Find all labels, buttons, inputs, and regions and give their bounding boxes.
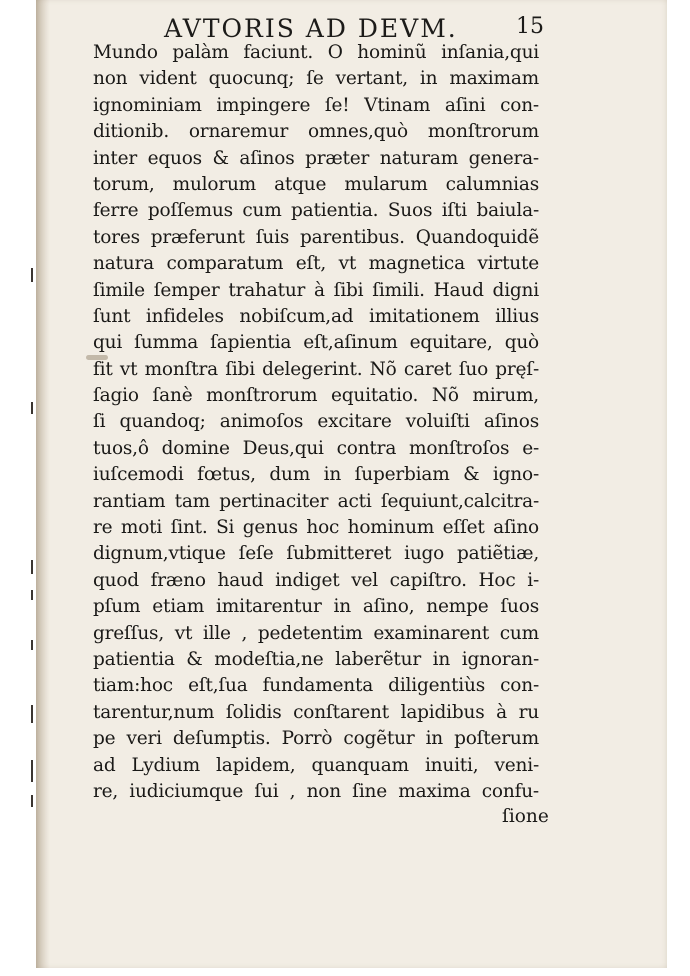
page-edge-mark [31, 560, 33, 574]
text-line: pe veri deſumptis. Porrò cogẽtur in poſterum [93, 728, 539, 750]
text-line: Mundo palàm faciunt. O hominũ inſania,qui [93, 42, 539, 63]
text-line: tiam:hoc eſt,ſua fundamenta diligentiùs con- [93, 675, 539, 697]
running-head: AVTORIS AD DEVM. [164, 14, 458, 43]
text-line: torum, mulorum atque mularum calumnias [93, 173, 539, 195]
text-line: inter equos & aſinos præter naturam genera- [93, 147, 539, 169]
text-line: greſſus, vt ille , pedetentim examinarent cum [93, 622, 539, 644]
text-line: ſi quandoq; animoſos excitare voluiſti aſinos [93, 411, 539, 433]
catchword: ſione [502, 806, 549, 827]
text-line: dignum,vtique ſeſe ſubmitteret iugo patiẽtiæ, [93, 543, 539, 565]
page-number: 15 [516, 14, 544, 39]
gutter-shadow [36, 0, 50, 968]
text-line: ad Lydium lapidem, quanquam inuiti, veni- [93, 754, 539, 776]
paper-stain [86, 355, 108, 360]
text-line: natura comparatum eſt, vt magnetica virtute [93, 253, 539, 275]
page-edge-mark [31, 640, 33, 650]
text-line: ſunt infideles nobiſcum,ad imitationem illius [93, 305, 539, 327]
page-edge-mark [31, 590, 33, 600]
text-line: qui ſumma ſapientia eſt,aſinum equitare, quò [93, 332, 539, 354]
text-line: tuos,ô domine Deus,qui contra monſtroſos e- [93, 437, 539, 459]
page-edge-mark [31, 402, 33, 414]
text-line: ditionib. ornaremur omnes,quò monſtrorum [93, 121, 539, 143]
page-edge-mark [31, 795, 33, 807]
text-line: ferre poſſemus cum patientia. Suos iſti baiula- [93, 200, 539, 222]
body-text [93, 40, 539, 805]
text-line: iuſcemodi fœtus, dum in ſuperbiam & igno- [93, 464, 539, 486]
text-line: quod fræno haud indiget vel capiſtro. Hoc i- [93, 569, 539, 591]
page-edge-mark [31, 268, 33, 282]
text-line: re moti ſint. Si genus hoc hominum eſſet aſino [93, 517, 539, 539]
text-line: re, iudiciumque ſui , non ſine maxima confu- [93, 780, 539, 802]
text-line: non vident quocunq; ſe vertant, in maximam [93, 68, 539, 90]
text-line: ſimile ſemper trahatur à ſibi ſimili. Haud digni [93, 279, 539, 301]
page-edge-mark [31, 705, 33, 723]
text-line: ignominiam impingere ſe! Vtinam aſini con- [93, 94, 539, 116]
text-line: patientia & modeſtia,ne laberẽtur in ignoran- [93, 648, 539, 670]
text-line: tores præferunt ſuis parentibus. Quandoquidẽ [93, 226, 539, 248]
text-line: fit vt monſtra ſibi delegerint. Nõ caret ſuo pręſ- [93, 358, 539, 380]
text-line: rantiam tam pertinaciter acti ſequiunt,calcitra- [93, 490, 539, 512]
text-line: pſum etiam imitarentur in aſino, nempe ſuos [93, 596, 539, 618]
page-edge-mark [31, 760, 33, 782]
text-line: ſagio ſanè monſtrorum equitatio. Nõ mirum, [93, 385, 539, 407]
text-line: tarentur,num ſolidis conſtarent lapidibus à ru [93, 701, 539, 723]
book-page [36, 0, 667, 968]
